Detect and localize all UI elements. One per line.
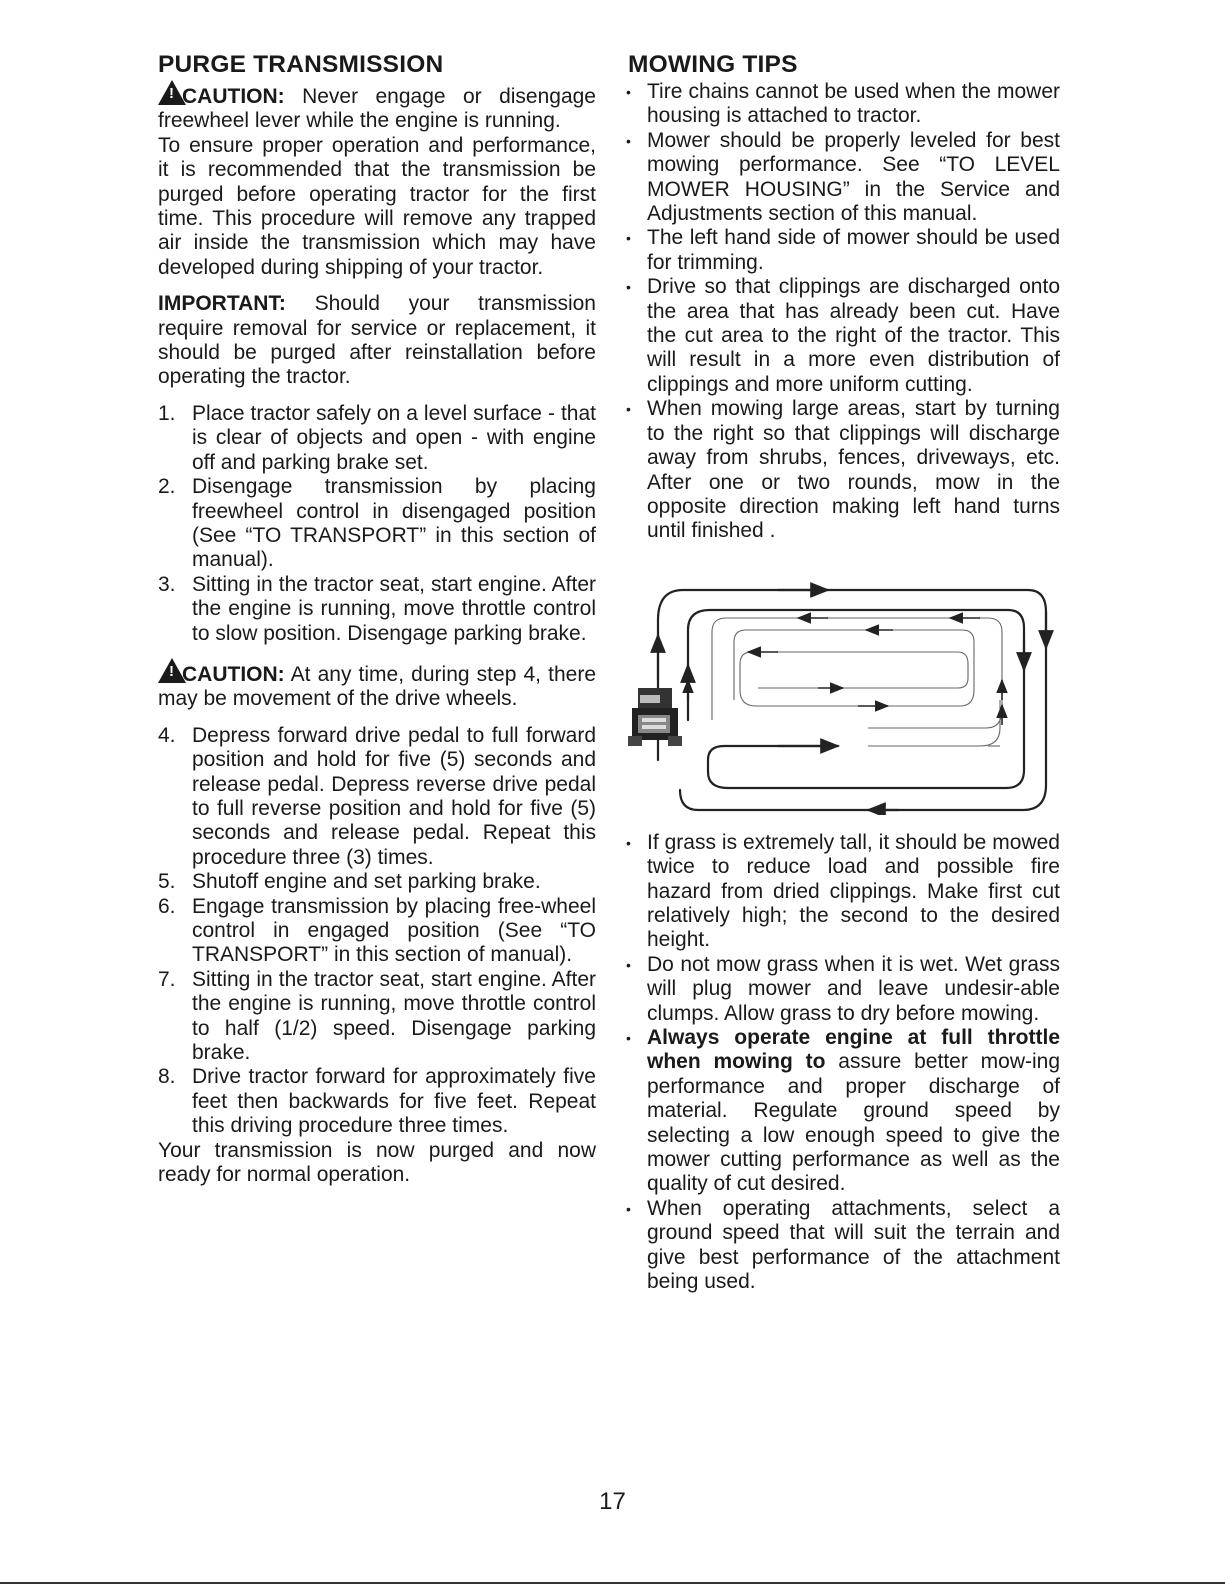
left-column bbox=[158, 50, 596, 1187]
tip-item: • Drive so that clippings are discharged onto the area that has already been cut. Have the cut area to the right of the tractor. This will result in a more even distribution of clippings and more uniform cutting. bbox=[628, 275, 1060, 397]
step-item bbox=[158, 724, 596, 870]
tip-item: • Do not mow grass when it is wet. Wet grass will plug mower and leave undesir-able clumps. Allow grass to dry before mowing. bbox=[628, 953, 1060, 1026]
step-number: 3. bbox=[158, 572, 176, 596]
page-number: 17 bbox=[599, 1488, 626, 1515]
step-item bbox=[158, 968, 596, 1066]
tip-item: • If grass is extremely tall, it should be mowed twice to reduce load and possible fire hazard from dried clippings. Make first cut relatively high; the second to the desired height. bbox=[628, 831, 1060, 953]
right-column bbox=[628, 50, 1060, 1294]
purge-transmission-heading: PURGE TRANSMISSION bbox=[158, 51, 444, 78]
step-text: Disengage transmission by placing freewheel control in disengaged position (See “TO TRANSPORT” in this section of manual). bbox=[192, 475, 596, 572]
bottom-rule bbox=[0, 1582, 1225, 1584]
step-item bbox=[158, 895, 596, 968]
tips-list-a bbox=[628, 80, 1060, 544]
warning-triangle-icon bbox=[158, 658, 186, 683]
step-number: 4. bbox=[158, 723, 176, 747]
tip-item-throttle bbox=[628, 1026, 1060, 1197]
steps-list-a bbox=[158, 402, 596, 646]
caution-label: CAUTION: bbox=[182, 662, 285, 686]
tip-item: • Tire chains cannot be used when the mower housing is attached to tractor. bbox=[628, 80, 1060, 129]
tip-item: • The left hand side of mower should be used for trimming. bbox=[628, 226, 1060, 275]
step-number: 2. bbox=[158, 475, 176, 499]
tips-list-b bbox=[628, 831, 1060, 1295]
step-number: 6. bbox=[158, 894, 176, 918]
mowing-tips-heading: MOWING TIPS bbox=[628, 51, 798, 78]
tip-item: • When mowing large areas, start by turning to the right so that clippings will discharge away from shrubs, fences, driveways, etc. After one or two rounds, mow in the opposite direction making left hand turns until finished . bbox=[628, 397, 1060, 543]
caution-label: CAUTION: bbox=[182, 85, 285, 108]
step-text: Sitting in the tractor seat, start engine. After the engine is running, move throttle control to slow position. Disengage parking brake. bbox=[192, 572, 596, 645]
step-number: 7. bbox=[158, 967, 176, 991]
steps-list-b bbox=[158, 724, 596, 1139]
closing-paragraph: Your transmission is now purged and now ready for normal operation. bbox=[158, 1138, 596, 1187]
step-number: 8. bbox=[158, 1065, 176, 1089]
step-item bbox=[158, 402, 596, 475]
step-item bbox=[158, 1065, 596, 1138]
tip-item: • When operating attachments, select a ground speed that will suit the terrain and give best performance of the attachment being used. bbox=[628, 1197, 1060, 1295]
step-number: 5. bbox=[158, 870, 176, 894]
step-text: Shutoff engine and set parking brake. bbox=[192, 870, 541, 894]
important-paragraph bbox=[158, 292, 596, 390]
caution-paragraph-1 bbox=[158, 80, 596, 134]
step-text: Place tractor safely on a level surface - that is clear of objects and open - with engine off and parking brake set. bbox=[192, 401, 596, 474]
step-text: Sitting in the tractor seat, start engine. After the engine is running, move throttle control to half (1/2) speed. Disengage parking brake. bbox=[192, 967, 596, 1065]
step-text: Depress forward drive pedal to full forward position and hold for five (5) seconds and release pedal. Depress reverse drive pedal to full reverse position and hold for five (5) seconds and release pedal. Repeat this procedure three (3) times. bbox=[192, 723, 596, 869]
mowing-pattern-diagram bbox=[628, 560, 1060, 815]
caution-text: Never engage or disengage freewheel lever while the engine is running. bbox=[158, 85, 596, 133]
caution-paragraph-2 bbox=[158, 658, 596, 712]
step-number: 1. bbox=[158, 401, 176, 425]
tractor-icon bbox=[628, 688, 682, 746]
important-text: Should your transmission require removal for service or replacement, it should be purged after reinstallation before operating the tractor. bbox=[158, 292, 596, 389]
mowing-pattern-svg bbox=[628, 560, 1060, 815]
intro-paragraph: To ensure proper operation and performance, it is recommended that the transmission be purged before operating tractor for the first time. This procedure will remove any trapped air inside the transmission which may have developed during shipping of your tractor. bbox=[158, 133, 596, 279]
step-item bbox=[158, 573, 596, 646]
caution-text: At any time, during step 4, there may be movement of the drive wheels. bbox=[158, 662, 596, 711]
step-text: Drive tractor forward for approximately five feet then backwards for five feet. Repeat this driving procedure three times. bbox=[192, 1065, 596, 1138]
step-item bbox=[158, 870, 596, 894]
step-text: Engage transmission by placing free-wheel control in engaged position (See “TO TRANSPORT” in this section of manual). bbox=[192, 894, 596, 967]
tip-text: assure better mow-ing performance and proper discharge of material. Regulate ground speed by selecting a low enough speed to give the mower cutting performance as well as the quality of cut desired. bbox=[647, 1050, 1060, 1196]
step-item bbox=[158, 475, 596, 573]
tip-bold-lead: Always operate engine at full throttle when mowing to bbox=[647, 1025, 1060, 1074]
tip-item: • Mower should be properly leveled for best mowing performance. See “TO LEVEL MOWER HOUSING” in the Service and Adjustments section of this manual. bbox=[628, 129, 1060, 227]
important-label: IMPORTANT: bbox=[158, 292, 286, 316]
warning-triangle-icon bbox=[158, 80, 186, 105]
